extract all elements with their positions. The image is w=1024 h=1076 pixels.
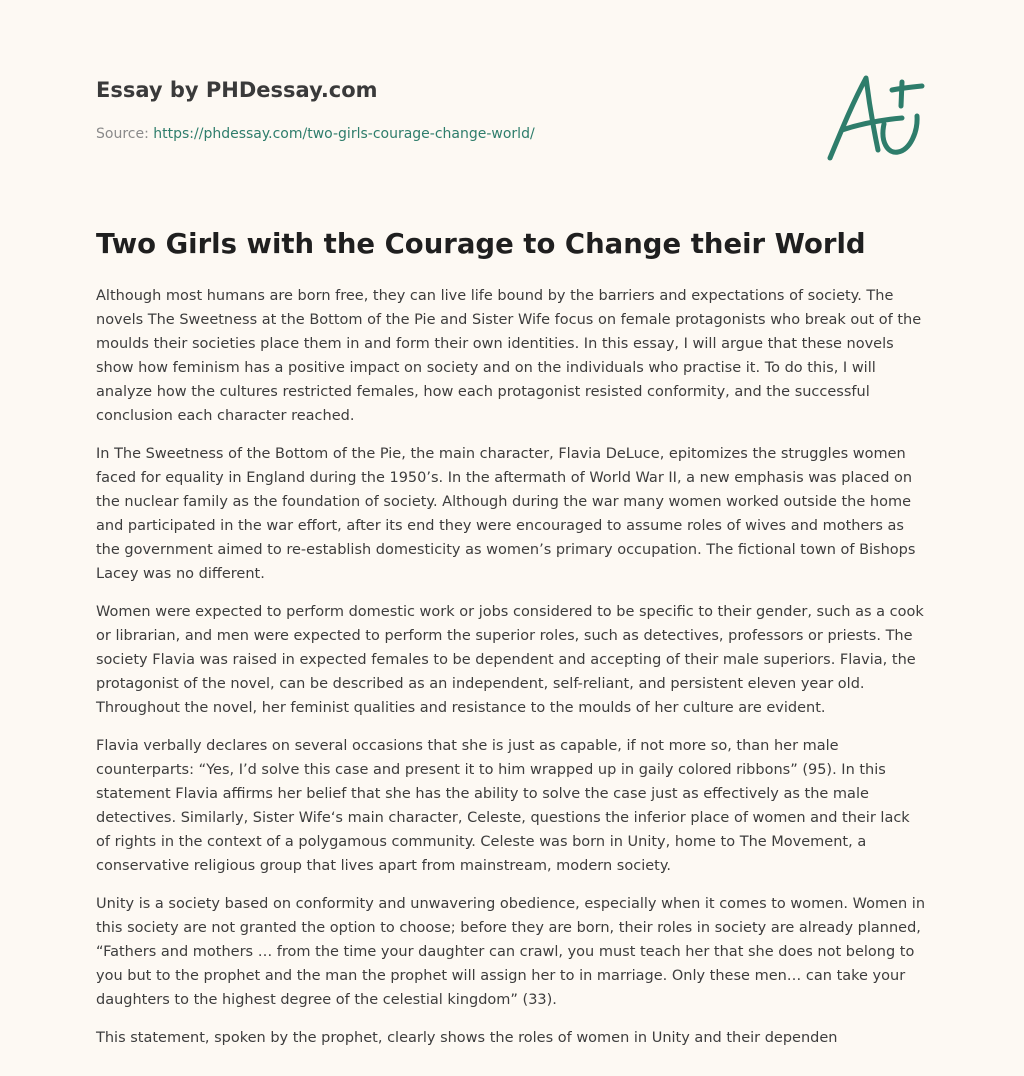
source-label: Source: bbox=[96, 126, 154, 142]
article-title: Two Girls with the Courage to Change their World bbox=[96, 228, 866, 260]
brand-title: Essay by PHDessay.com bbox=[96, 78, 378, 102]
page-header bbox=[96, 76, 796, 144]
source-line bbox=[96, 124, 796, 144]
paragraph: Women were expected to perform domestic work or jobs considered to be specific to their gender, such as a cook or librarian, and men were expected to perform the superior roles, such as detectives, professors or priests. The society Flavia was raised in expected females to be dependent and accepting of their male superiors. Flavia, the protagonist of the novel, can be described as an independent, self-reliant, and persistent eleven year old. Throughout the novel, her feminist qualities and resistance to the moulds of her culture are evident. bbox=[96, 604, 924, 716]
source-link[interactable]: https://phdessay.com/two-girls-courage-change-world/ bbox=[153, 126, 535, 142]
paragraph: Although most humans are born free, they can live life bound by the barriers and expectations of society. The novels The Sweetness at the Bottom of the Pie and Sister Wife focus on female protagonists who break out of the moulds their societies place them in and form their own identities. In this essay, I will argue that these novels show how feminism has a positive impact on society and on the individuals who practise it. To do this, I will analyze how the cultures restricted females, how each protagonist resisted conformity, and the successful conclusion each character reached. bbox=[96, 288, 922, 424]
article-body bbox=[96, 284, 928, 1064]
paragraph: Unity is a society based on conformity and unwavering obedience, especially when it comes to women. Women in this society are not granted the option to choose; before they are born, their roles in society are already planned, “Fathers and mothers … from the time your daughter can crawl, you must teach her that she does not belong to you but to the prophet and the man the prophet will assign her to in marriage. Only these men… can take your daughters to the highest degree of the celestial kingdom” (33). bbox=[96, 896, 926, 1008]
paragraph: This statement, spoken by the prophet, clearly shows the roles of women in Unity and their dependen bbox=[96, 1030, 838, 1046]
a-plus-icon bbox=[822, 66, 932, 166]
paragraph: In The Sweetness of the Bottom of the Pie, the main character, Flavia DeLuce, epitomizes the struggles women faced for equality in England during the 1950’s. In the aftermath of World War II, a new emphasis was placed on the nuclear family as the foundation of society. Although during the war many women worked outside the home and participated in the war effort, after its end they were encouraged to assume roles of wives and mothers as the government aimed to re-establish domesticity as women’s primary occupation. The fictional town of Bishops Lacey was no different. bbox=[96, 446, 916, 582]
paragraph: Flavia verbally declares on several occasions that she is just as capable, if not more so, than her male counterparts: “Yes, I’d solve this case and present it to him wrapped up in gaily colored ribbons” (95). In this statement Flavia affirms her belief that she has the ability to solve the case just as effectively as the male detectives. Similarly, Sister Wife‘s main character, Celeste, questions the inferior place of women and their lack of rights in the context of a polygamous community. Celeste was born in Unity, home to The Movement, a conservative religious group that lives apart from mainstream, modern society. bbox=[96, 738, 910, 874]
